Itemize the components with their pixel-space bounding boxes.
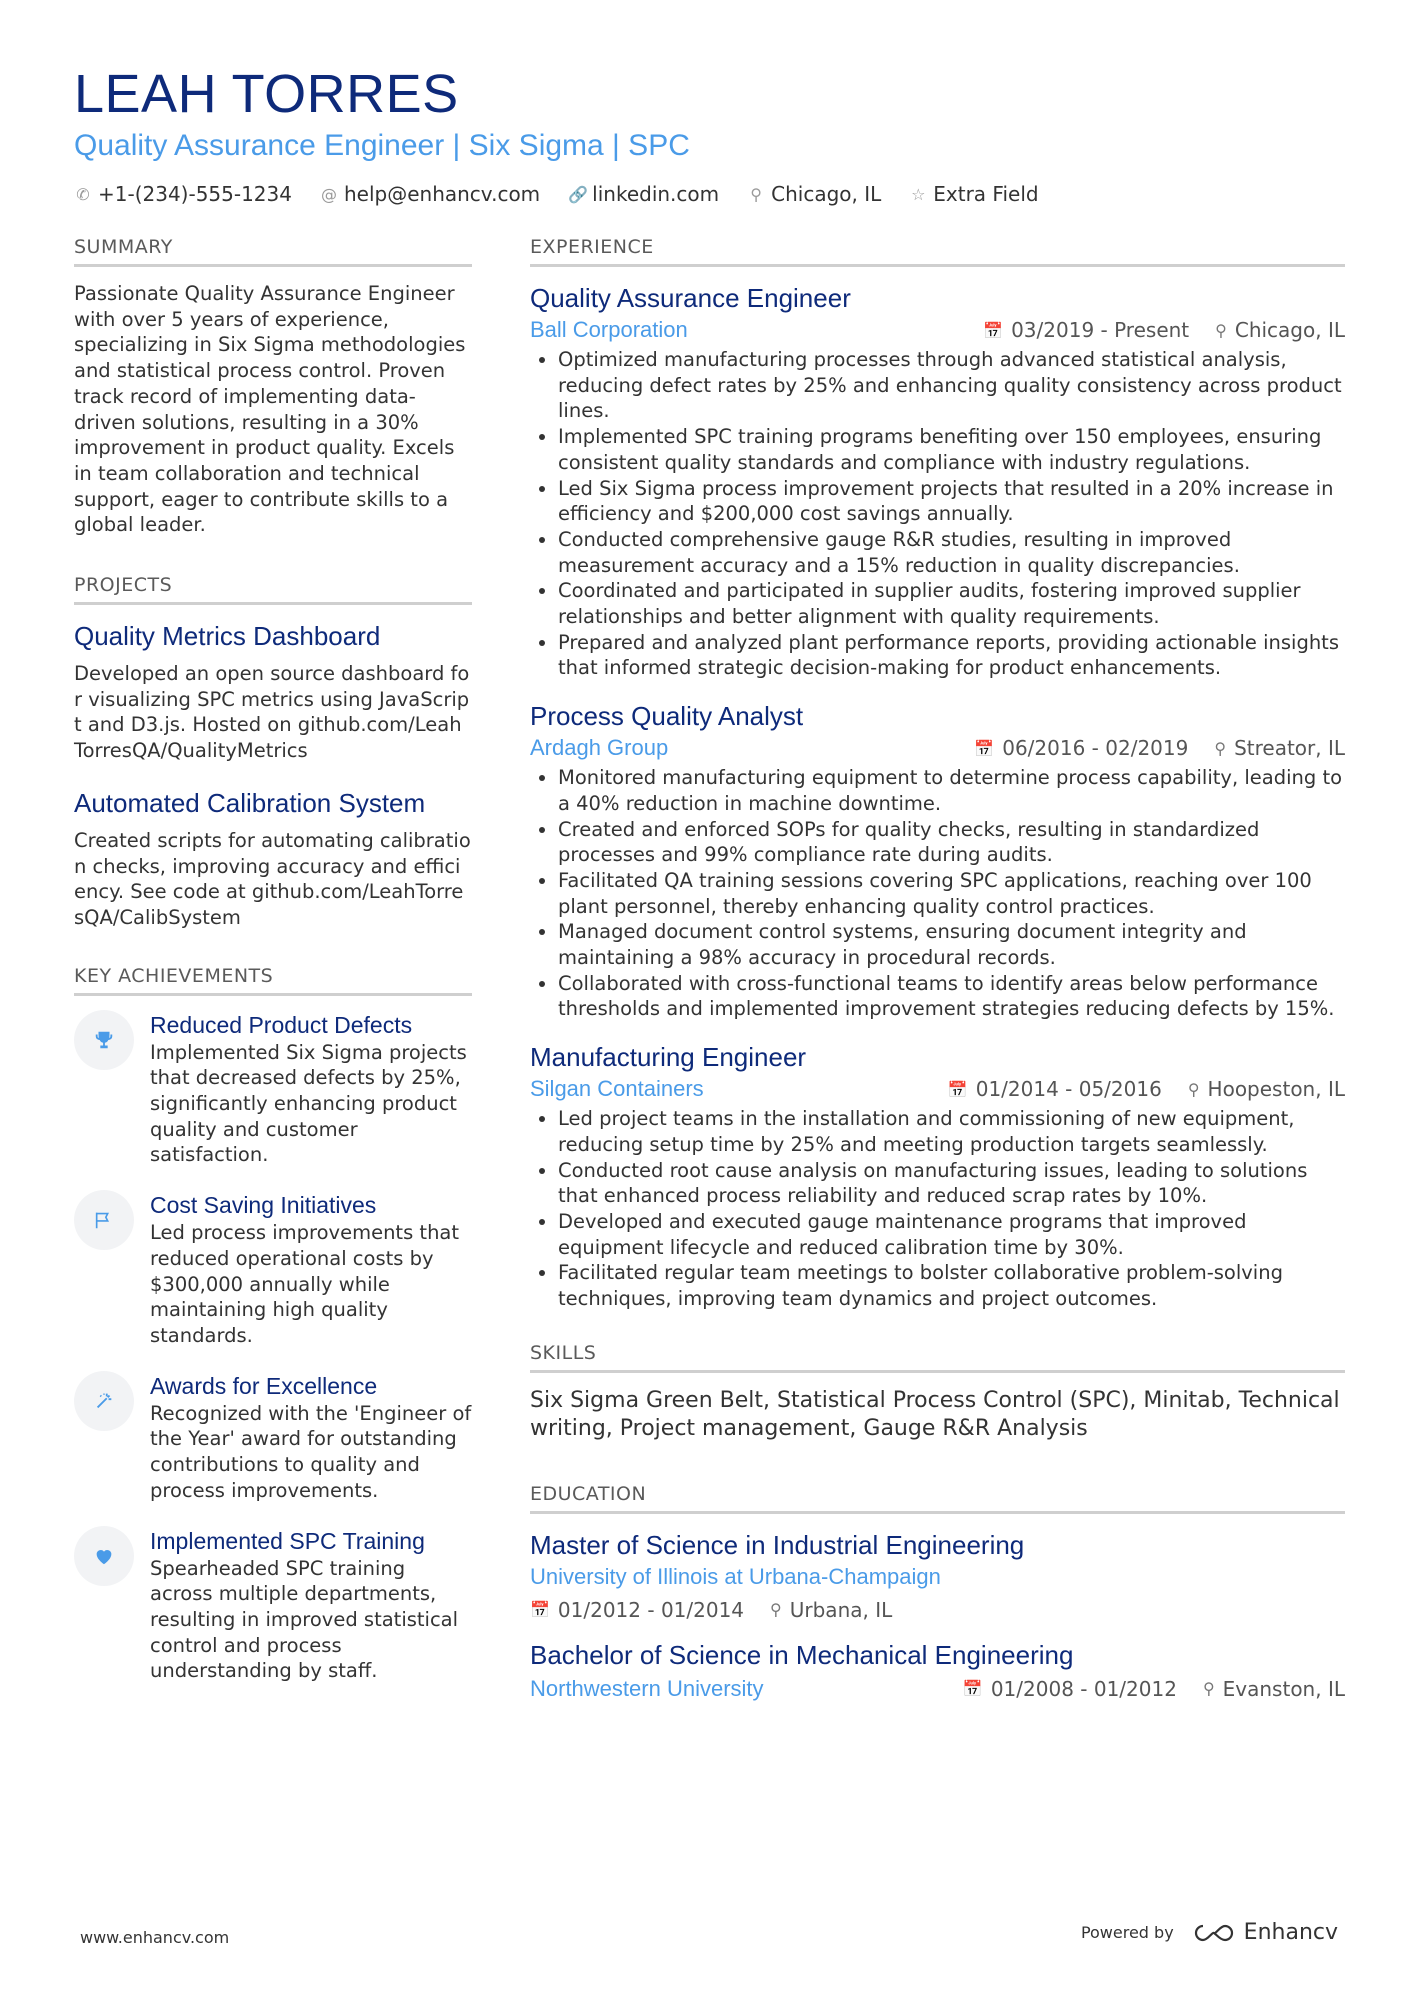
contact-linkedin[interactable]: [568, 182, 719, 206]
degree-title: Master of Science in Industrial Engineering: [530, 1529, 1025, 1560]
project-description: Developed an open source dashboard for visualizing SPC metrics using JavaScript and D3.js. Hosted on github.com/LeahTorresQA/QualityMetrics: [74, 662, 470, 763]
company-name: Ardagh Group: [530, 735, 669, 761]
contact-extra: [909, 182, 1038, 206]
brand-name: Enhancv: [1243, 1920, 1338, 1945]
company-name: Ball Corporation: [530, 317, 688, 342]
education-location: Urbana, IL: [789, 1597, 893, 1622]
bullet-item: • Coordinated and participated in supplier audits, fostering improved supplier relationships and better alignment with quality requirements.: [558, 578, 1345, 629]
achievements-section: [74, 965, 472, 1684]
bullet-item: • Conducted root cause analysis on manufacturing issues, leading to solutions that enhanced process reliability and reduced scrap rates by 10%.: [558, 1158, 1345, 1209]
job-title: Manufacturing Engineer: [530, 1042, 807, 1073]
job-dates: 06/2016 - 02/2019: [1002, 736, 1189, 761]
contact-bar: [74, 182, 1344, 206]
calendar-icon: 📅: [983, 320, 1004, 340]
candidate-name: LEAH TORRES: [74, 64, 459, 124]
job-dates: 03/2019 - Present: [1011, 318, 1190, 342]
job-bullets: [530, 347, 1345, 681]
powered-by-text: Powered by: [1080, 1923, 1174, 1942]
projects-heading: PROJECTS: [74, 574, 472, 605]
location-pin-icon: ⚲: [1202, 1679, 1215, 1699]
location-pin-icon: ⚲: [1187, 1079, 1200, 1099]
project-title: Automated Calibration System: [74, 787, 426, 818]
bullet-item: • Conducted comprehensive gauge R&R studies, resulting in improved measurement accuracy and a 15% reduction in quality discrepancies.: [558, 527, 1345, 578]
job-dates: 01/2014 - 05/2016: [975, 1077, 1162, 1102]
right-column: [530, 236, 1345, 1720]
location-pin-icon: ⚲: [770, 1600, 782, 1620]
footer-branding: [1081, 1920, 1338, 1945]
project-title: Quality Metrics Dashboard: [74, 621, 381, 652]
calendar-icon: 📅: [962, 1679, 983, 1699]
bullet-item: • Implemented SPC training programs benefiting over 150 employees, ensuring consistent quality standards and compliance with industry regulations.: [558, 424, 1345, 475]
skills-text: Six Sigma Green Belt, Statistical Process Control (SPC), Minitab, Technical writing, Project management, Gauge R&R Analysis: [530, 1387, 1340, 1441]
resume-header: [74, 62, 1344, 206]
job-entry: [530, 281, 1345, 681]
project-item: [74, 786, 472, 931]
job-entry: [530, 699, 1345, 1022]
company-name: Silgan Containers: [530, 1076, 704, 1102]
calendar-icon: 📅: [530, 1600, 550, 1620]
summary-heading: SUMMARY: [74, 236, 472, 267]
calendar-icon: 📅: [947, 1079, 968, 1099]
email-text: help@enhancv.com: [343, 182, 541, 206]
contact-email[interactable]: [320, 182, 540, 206]
experience-section: [530, 236, 1345, 1312]
summary-text: Passionate Quality Assurance Engineer with over 5 years of experience, specializing in Six Sigma methodologies and statistical process control. Proven track record of implementing data-driven solutions, resulting in a 30% improvement in product quality. Excels in team collaboration and technical support, eager to contribute skills to a global leader.: [74, 282, 466, 537]
location-pin-icon: ⚲: [1215, 320, 1227, 340]
job-location: Hoopeston, IL: [1207, 1077, 1345, 1102]
school-name: University of Illinois at Urbana-Champaign: [530, 1563, 941, 1589]
enhancv-logo[interactable]: [1192, 1920, 1338, 1945]
star-icon: ☆: [911, 184, 926, 204]
candidate-headline: Quality Assurance Engineer | Six Sigma | SPC: [74, 129, 690, 162]
flag-icon: [74, 1190, 134, 1250]
skills-section: [530, 1342, 1345, 1443]
left-column: [74, 236, 472, 1706]
education-dates: 01/2012 - 01/2014: [557, 1597, 745, 1622]
skills-heading: SKILLS: [530, 1342, 1345, 1373]
at-icon: @: [320, 184, 337, 204]
project-item: [74, 619, 472, 764]
bullet-item: • Led Six Sigma process improvement projects that resulted in a 20% increase in efficiency and $200,000 cost savings annually.: [558, 476, 1345, 527]
phone-text: +1-(234)-555-1234: [98, 182, 292, 206]
location-text: Chicago, IL: [771, 182, 882, 206]
projects-section: [74, 574, 472, 931]
achievement-item: [74, 1371, 472, 1504]
contact-location: [747, 182, 881, 206]
education-entry: [530, 1528, 1345, 1622]
job-location: Chicago, IL: [1234, 318, 1345, 342]
location-pin-icon: ⚲: [1214, 738, 1227, 758]
degree-title: Bachelor of Science in Mechanical Engineering: [530, 1639, 1074, 1670]
job-bullets: [530, 765, 1345, 1022]
achievement-title: Reduced Product Defects: [150, 1011, 413, 1038]
job-location: Streator, IL: [1234, 736, 1345, 761]
extra-text: Extra Field: [933, 182, 1039, 206]
school-name: Northwestern University: [530, 1675, 764, 1701]
job-entry: [530, 1040, 1345, 1312]
achievements-heading: KEY ACHIEVEMENTS: [74, 965, 472, 996]
trophy-icon: [74, 1010, 134, 1070]
bullet-item: • Monitored manufacturing equipment to determine process capability, leading to a 40% reduction in machine downtime.: [558, 765, 1345, 816]
achievement-title: Implemented SPC Training: [150, 1527, 425, 1554]
calendar-icon: 📅: [974, 738, 995, 758]
bullet-item: • Prepared and analyzed plant performance reports, providing actionable insights that informed strategic decision-making for product enhancements.: [558, 630, 1345, 681]
infinity-logo-icon: [1192, 1922, 1236, 1944]
achievement-description: Recognized with the 'Engineer of the Year' award for outstanding contributions to quality and process improvements.: [150, 1401, 472, 1502]
bullet-item: • Developed and executed gauge maintenance programs that improved equipment lifecycle and reduced calibration time by 30%.: [558, 1209, 1345, 1260]
link-icon: 🔗: [568, 184, 589, 204]
achievement-title: Awards for Excellence: [150, 1372, 378, 1399]
bullet-item: • Collaborated with cross-functional teams to identify areas below performance thresholds and implemented improvement strategies reducing defects by 15%.: [558, 971, 1345, 1022]
bullet-item: • Created and enforced SOPs for quality checks, resulting in standardized processes and 99% compliance rate during audits.: [558, 817, 1345, 868]
job-title: Quality Assurance Engineer: [530, 283, 851, 313]
job-title: Process Quality Analyst: [530, 701, 804, 732]
linkedin-text: linkedin.com: [592, 182, 720, 206]
bullet-item: • Facilitated regular team meetings to bolster collaborative problem-solving techniques, improving team dynamics and project outcomes.: [558, 1260, 1345, 1311]
achievement-item: [74, 1190, 472, 1349]
bullet-item: • Facilitated QA training sessions covering SPC applications, reaching over 100 plant personnel, thereby enhancing quality control practices.: [558, 868, 1345, 919]
footer-website[interactable]: www.enhancv.com: [80, 1928, 230, 1947]
summary-section: [74, 236, 472, 538]
heart-icon: [74, 1526, 134, 1586]
education-section: [530, 1483, 1345, 1704]
achievement-description: Led process improvements that reduced operational costs by $300,000 annually while maintaining high quality standards.: [150, 1221, 460, 1347]
wand-icon: [74, 1371, 134, 1431]
experience-heading: EXPERIENCE: [530, 236, 1345, 267]
project-description: Created scripts for automating calibration checks, improving accuracy and efficiency. See code at github.com/LeahTorresQA/CalibSystem: [74, 828, 471, 929]
achievement-item: [74, 1010, 472, 1169]
achievement-description: Implemented Six Sigma projects that decreased defects by 25%, significantly enhancing product quality and customer satisfaction.: [150, 1040, 467, 1167]
phone-icon: ✆: [76, 184, 90, 204]
location-pin-icon: ⚲: [750, 184, 762, 204]
education-location: Evanston, IL: [1222, 1676, 1345, 1701]
bullet-item: • Led project teams in the installation and commissioning of new equipment, reducing setup time by 25% and meeting production targets seamlessly.: [558, 1106, 1345, 1157]
education-dates: 01/2008 - 01/2012: [990, 1676, 1177, 1701]
achievement-item: [74, 1526, 472, 1685]
contact-phone[interactable]: [74, 182, 292, 206]
job-bullets: [530, 1106, 1345, 1312]
bullet-item: • Optimized manufacturing processes through advanced statistical analysis, reducing defect rates by 25% and enhancing quality consistency across product lines.: [558, 347, 1345, 424]
achievement-title: Cost Saving Initiatives: [150, 1192, 377, 1219]
bullet-item: • Managed document control systems, ensuring document integrity and maintaining a 98% accuracy in procedural records.: [558, 919, 1345, 970]
education-heading: EDUCATION: [530, 1483, 1345, 1514]
education-entry: [530, 1638, 1345, 1704]
achievement-description: Spearheaded SPC training across multiple departments, resulting in improved statistical control and process understanding by staff.: [150, 1556, 459, 1683]
